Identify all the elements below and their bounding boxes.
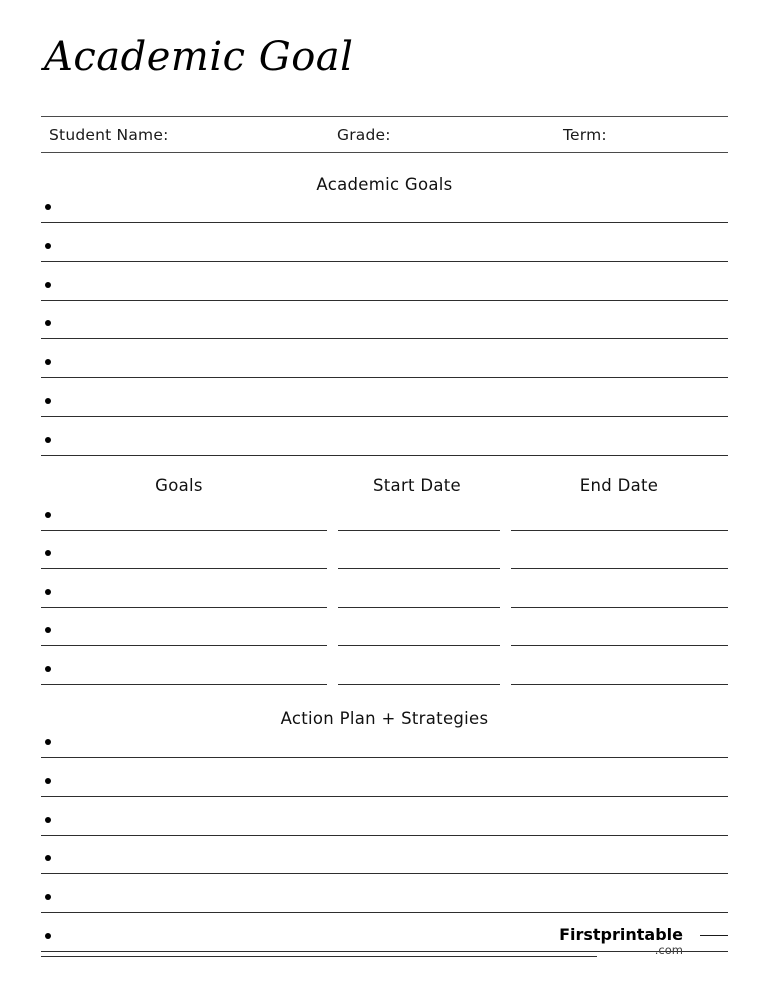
brand-dash-right-icon bbox=[700, 935, 728, 936]
list-bullet bbox=[45, 359, 51, 365]
table-cell-line[interactable] bbox=[511, 607, 728, 608]
list-bullet bbox=[45, 243, 51, 249]
table-row-bullet bbox=[45, 589, 51, 595]
table-cell-line[interactable] bbox=[41, 607, 327, 608]
header-divider-top bbox=[41, 116, 728, 117]
section-heading-academic-goals: Academic Goals bbox=[316, 175, 453, 194]
table-row-bullet bbox=[45, 550, 51, 556]
write-line[interactable] bbox=[41, 835, 728, 836]
write-line[interactable] bbox=[41, 338, 728, 339]
table-cell-line[interactable] bbox=[338, 530, 500, 531]
list-bullet bbox=[45, 204, 51, 210]
list-bullet bbox=[45, 778, 51, 784]
column-header-start-date: Start Date bbox=[373, 476, 461, 495]
table-cell-line[interactable] bbox=[41, 684, 327, 685]
footer-brand bbox=[528, 926, 728, 966]
table-cell-line[interactable] bbox=[41, 530, 327, 531]
table-row-bullet bbox=[45, 666, 51, 672]
write-line[interactable] bbox=[41, 912, 728, 913]
table-cell-line[interactable] bbox=[338, 607, 500, 608]
section-heading-action-plan: Action Plan + Strategies bbox=[280, 709, 489, 728]
grade-label: Grade: bbox=[337, 126, 391, 144]
table-cell-line[interactable] bbox=[338, 684, 500, 685]
header-divider-bottom bbox=[41, 152, 728, 153]
write-line[interactable] bbox=[41, 377, 728, 378]
column-header-end-date: End Date bbox=[579, 476, 659, 495]
write-line[interactable] bbox=[41, 300, 728, 301]
list-bullet bbox=[45, 398, 51, 404]
write-line[interactable] bbox=[41, 873, 728, 874]
write-line[interactable] bbox=[41, 416, 728, 417]
table-row-bullet bbox=[45, 627, 51, 633]
list-bullet bbox=[45, 320, 51, 326]
list-bullet bbox=[45, 817, 51, 823]
write-line[interactable] bbox=[41, 796, 728, 797]
list-bullet bbox=[45, 437, 51, 443]
term-label: Term: bbox=[563, 126, 607, 144]
list-bullet bbox=[45, 933, 51, 939]
write-line[interactable] bbox=[41, 261, 728, 262]
table-cell-line[interactable] bbox=[338, 568, 500, 569]
table-cell-line[interactable] bbox=[41, 645, 327, 646]
table-cell-line[interactable] bbox=[41, 568, 327, 569]
write-line[interactable] bbox=[41, 757, 728, 758]
table-cell-line[interactable] bbox=[511, 568, 728, 569]
column-header-goals: Goals bbox=[155, 476, 203, 495]
table-cell-line[interactable] bbox=[511, 645, 728, 646]
table-row-bullet bbox=[45, 512, 51, 518]
table-cell-line[interactable] bbox=[511, 684, 728, 685]
list-bullet bbox=[45, 894, 51, 900]
student-info-row bbox=[41, 118, 728, 152]
table-cell-line[interactable] bbox=[338, 645, 500, 646]
table-cell-line[interactable] bbox=[511, 530, 728, 531]
list-bullet bbox=[45, 855, 51, 861]
brand-name: Firstprintable bbox=[559, 925, 683, 944]
brand-dash-left-icon bbox=[41, 956, 597, 957]
brand-tld: .com bbox=[654, 943, 683, 957]
student-name-label: Student Name: bbox=[49, 126, 169, 144]
list-bullet bbox=[45, 739, 51, 745]
write-line[interactable] bbox=[41, 222, 728, 223]
write-line[interactable] bbox=[41, 455, 728, 456]
list-bullet bbox=[45, 282, 51, 288]
page-title: Academic Goal bbox=[44, 34, 354, 80]
